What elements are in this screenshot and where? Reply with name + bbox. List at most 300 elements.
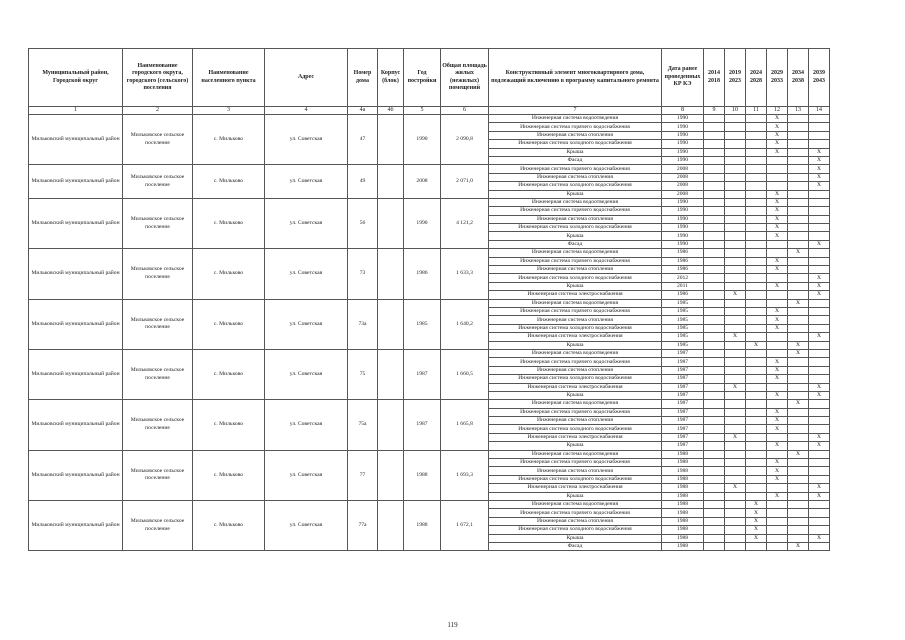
column-number: 1 [29,107,123,115]
period-mark-cell [704,266,725,274]
street-cell: ул. Советская [265,115,348,165]
period-mark-cell [725,391,746,399]
repair-date-cell: 1986 [662,249,704,257]
element-name-cell: Крыша [489,391,662,399]
table-row [29,198,830,206]
element-name-cell: Инженерная система отопления [489,316,662,324]
period-mark-cell [725,534,746,542]
column-header: Общая площадь жилых (нежилых) помещений [441,49,489,107]
period-mark-cell [746,131,767,139]
column-number: 4б [378,107,404,115]
period-mark-cell [767,341,788,349]
element-name-cell: Инженерная система водоотведения [489,115,662,123]
period-mark-cell [725,459,746,467]
period-mark-cell [704,282,725,290]
repair-date-cell: 1988 [662,450,704,458]
period-mark-cell [704,391,725,399]
period-mark-cell [704,366,725,374]
period-mark-cell [704,526,725,534]
period-mark-cell [767,156,788,164]
period-mark-cell [788,375,809,383]
period-mark-cell [746,182,767,190]
period-mark-cell [725,517,746,525]
period-mark-cell [746,123,767,131]
block-cell [378,400,404,450]
period-mark-cell [809,417,830,425]
period-mark-cell [788,215,809,223]
period-mark-cell [788,190,809,198]
period-mark-cell [767,526,788,534]
district-cell: Мильковский муниципальный район [29,165,123,199]
period-mark-cell [746,198,767,206]
period-mark-cell [809,509,830,517]
period-mark-cell [725,442,746,450]
locality-cell: с. Мильково [193,450,265,500]
period-mark-cell [788,383,809,391]
element-name-cell: Инженерная система отопления [489,366,662,374]
repair-date-cell: 1987 [662,366,704,374]
street-cell: ул. Советская [265,249,348,299]
period-mark-cell [746,324,767,332]
period-mark-cell [704,408,725,416]
period-mark-cell [788,484,809,492]
element-name-cell: Инженерная система холодного водоснабжения [489,475,662,483]
district-cell: Мильковский муниципальный район [29,500,123,550]
period-mark-cell [725,148,746,156]
area-cell: 2 071,0 [441,165,489,199]
column-number: 10 [725,107,746,115]
column-number: 6 [441,107,489,115]
period-mark-cell [788,324,809,332]
period-mark-cell [809,224,830,232]
period-mark-cell [788,291,809,299]
period-mark-cell [746,425,767,433]
column-number: 5 [404,107,441,115]
element-name-cell: Инженерная система холодного водоснабжения [489,182,662,190]
period-mark-cell [725,492,746,500]
period-mark-cell [788,358,809,366]
street-cell: ул. Советская [265,299,348,349]
period-mark-cell [767,274,788,282]
period-mark-cell: X [767,190,788,198]
period-mark-cell [788,492,809,500]
period-mark-cell [704,400,725,408]
period-mark-cell: X [767,492,788,500]
period-mark-cell: X [725,383,746,391]
period-mark-cell: X [725,484,746,492]
repair-date-cell: 1988 [662,526,704,534]
house-number-cell: 73 [348,249,378,299]
area-cell: 1 693,3 [441,450,489,500]
repair-date-cell: 1988 [662,517,704,525]
period-mark-cell [746,408,767,416]
build-year-cell: 1990 [404,115,441,165]
period-mark-cell [704,165,725,173]
period-mark-cell: X [746,500,767,508]
element-name-cell: Инженерная система холодного водоснабжения [489,375,662,383]
repair-date-cell: 1988 [662,542,704,550]
element-name-cell: Крыша [489,148,662,156]
period-mark-cell [809,375,830,383]
column-number: 3 [193,107,265,115]
element-name-cell: Инженерная система холодного водоснабжения [489,224,662,232]
period-mark-cell [788,433,809,441]
repair-date-cell: 1985 [662,333,704,341]
period-mark-cell [704,198,725,206]
block-cell [378,500,404,550]
period-mark-cell [704,240,725,248]
period-mark-cell [704,224,725,232]
locality-cell: с. Мильково [193,198,265,248]
period-mark-cell [788,509,809,517]
column-header: Номер дома [348,49,378,107]
house-number-cell: 75а [348,400,378,450]
period-mark-cell [746,375,767,383]
period-mark-cell [788,316,809,324]
repair-date-cell: 1985 [662,316,704,324]
period-mark-cell: X [809,156,830,164]
period-mark-cell [725,123,746,131]
period-mark-cell [746,391,767,399]
period-mark-cell: X [809,173,830,181]
element-name-cell: Инженерная система водоотведения [489,198,662,206]
element-name-cell: Инженерная система горячего водоснабжения [489,257,662,265]
settlement-cell: Мильковское сельское поселение [123,349,193,399]
settlement-cell: Мильковское сельское поселение [123,500,193,550]
column-header: Корпус (блок) [378,49,404,107]
period-mark-cell [746,148,767,156]
element-name-cell: Инженерная система отопления [489,467,662,475]
element-name-cell: Инженерная система отопления [489,173,662,181]
period-mark-cell [725,316,746,324]
period-mark-cell [746,383,767,391]
element-name-cell: Крыша [489,442,662,450]
period-mark-cell [788,148,809,156]
element-name-cell: Инженерная система горячего водоснабжения [489,207,662,215]
period-mark-cell: X [767,417,788,425]
period-mark-cell [788,417,809,425]
period-mark-cell [809,190,830,198]
period-mark-cell [788,459,809,467]
period-mark-cell [704,316,725,324]
element-name-cell: Инженерная система горячего водоснабжения [489,307,662,315]
locality-cell: с. Мильково [193,165,265,199]
period-mark-cell [767,450,788,458]
repair-date-cell: 1988 [662,534,704,542]
period-mark-cell: X [767,207,788,215]
column-header: 2039 2043 [809,49,830,107]
element-name-cell: Инженерная система электроснабжения [489,291,662,299]
period-mark-cell: X [767,358,788,366]
column-number: 8 [662,107,704,115]
element-name-cell: Инженерная система электроснабжения [489,383,662,391]
build-year-cell: 1986 [404,249,441,299]
period-mark-cell [809,207,830,215]
period-mark-cell [746,442,767,450]
element-name-cell: Крыша [489,232,662,240]
period-mark-cell [704,257,725,265]
period-mark-cell [704,433,725,441]
period-mark-cell [725,450,746,458]
element-name-cell: Инженерная система водоотведения [489,450,662,458]
period-mark-cell [746,266,767,274]
repair-date-cell: 1990 [662,198,704,206]
repair-date-cell: 1990 [662,156,704,164]
column-number-row [29,107,830,115]
element-name-cell: Инженерная система электроснабжения [489,433,662,441]
repair-date-cell: 1988 [662,492,704,500]
build-year-cell: 1988 [404,450,441,500]
period-mark-cell [725,500,746,508]
period-mark-cell [725,266,746,274]
block-cell [378,349,404,399]
period-mark-cell [788,517,809,525]
period-mark-cell [746,140,767,148]
period-mark-cell [725,408,746,416]
period-mark-cell [746,274,767,282]
period-mark-cell [746,333,767,341]
district-cell: Мильковский муниципальный район [29,198,123,248]
settlement-cell: Мильковское сельское поселение [123,249,193,299]
period-mark-cell [704,425,725,433]
period-mark-cell [725,115,746,123]
period-mark-cell [767,291,788,299]
area-cell: 1 640,2 [441,299,489,349]
period-mark-cell [809,542,830,550]
repair-date-cell: 1986 [662,266,704,274]
period-mark-cell [704,500,725,508]
period-mark-cell: X [767,198,788,206]
area-cell: 1 660,5 [441,349,489,399]
period-mark-cell [704,534,725,542]
period-mark-cell [788,534,809,542]
block-cell [378,249,404,299]
period-mark-cell [809,299,830,307]
column-number: 7 [489,107,662,115]
period-mark-cell [788,224,809,232]
header-row [29,49,830,107]
period-mark-cell: X [809,484,830,492]
build-year-cell: 2008 [404,165,441,199]
settlement-cell: Мильковское сельское поселение [123,450,193,500]
period-mark-cell [788,156,809,164]
period-mark-cell [788,115,809,123]
period-mark-cell: X [809,492,830,500]
period-mark-cell [704,417,725,425]
repair-date-cell: 1986 [662,257,704,265]
column-header: 2029 2033 [767,49,788,107]
period-mark-cell [767,517,788,525]
repair-date-cell: 1990 [662,215,704,223]
house-number-cell: 77а [348,500,378,550]
street-cell: ул. Советская [265,165,348,199]
period-mark-cell [746,307,767,315]
period-mark-cell [809,266,830,274]
period-mark-cell [767,433,788,441]
period-mark-cell [809,358,830,366]
repair-date-cell: 1988 [662,509,704,517]
period-mark-cell [704,123,725,131]
period-mark-cell [704,450,725,458]
period-mark-cell [704,232,725,240]
period-mark-cell [809,215,830,223]
period-mark-cell: X [767,459,788,467]
repair-date-cell: 2008 [662,165,704,173]
period-mark-cell: X [725,333,746,341]
period-mark-cell [704,131,725,139]
settlement-cell: Мильковское сельское поселение [123,400,193,450]
period-mark-cell [809,349,830,357]
period-mark-cell: X [809,534,830,542]
repair-date-cell: 1990 [662,140,704,148]
column-number: 4 [265,107,348,115]
period-mark-cell [767,333,788,341]
period-mark-cell [809,475,830,483]
document-sheet [28,48,830,551]
period-mark-cell [788,140,809,148]
period-mark-cell: X [746,526,767,534]
period-mark-cell [746,232,767,240]
period-mark-cell: X [788,249,809,257]
build-year-cell: 1990 [404,198,441,248]
repair-date-cell: 1990 [662,115,704,123]
repair-date-cell: 1987 [662,358,704,366]
district-cell: Мильковский муниципальный район [29,400,123,450]
period-mark-cell: X [746,534,767,542]
column-header: 2019 2023 [725,49,746,107]
period-mark-cell [725,324,746,332]
element-name-cell: Инженерная система водоотведения [489,500,662,508]
street-cell: ул. Советская [265,450,348,500]
element-name-cell: Инженерная система горячего водоснабжения [489,408,662,416]
period-mark-cell [788,408,809,416]
period-mark-cell [725,257,746,265]
period-mark-cell [725,274,746,282]
period-mark-cell [788,307,809,315]
repair-date-cell: 1985 [662,341,704,349]
period-mark-cell [788,282,809,290]
period-mark-cell: X [767,215,788,223]
district-cell: Мильковский муниципальный район [29,349,123,399]
period-mark-cell [725,198,746,206]
block-cell [378,299,404,349]
element-name-cell: Инженерная система водоотведения [489,249,662,257]
period-mark-cell: X [809,442,830,450]
column-number: 11 [746,107,767,115]
period-mark-cell: X [725,433,746,441]
element-name-cell: Инженерная система горячего водоснабжения [489,459,662,467]
period-mark-cell: X [767,257,788,265]
table-row [29,400,830,408]
district-cell: Мильковский муниципальный район [29,249,123,299]
period-mark-cell [788,123,809,131]
period-mark-cell: X [767,140,788,148]
repair-date-cell: 1990 [662,224,704,232]
period-mark-cell [767,484,788,492]
repair-date-cell: 1987 [662,433,704,441]
settlement-cell: Мильковское сельское поселение [123,165,193,199]
period-mark-cell [788,475,809,483]
period-mark-cell [809,467,830,475]
period-mark-cell [725,215,746,223]
locality-cell: с. Мильково [193,500,265,550]
area-cell: 2 090,8 [441,115,489,165]
repair-date-cell: 1987 [662,391,704,399]
period-mark-cell [725,156,746,164]
column-number: 13 [788,107,809,115]
period-mark-cell [725,341,746,349]
period-mark-cell [725,417,746,425]
period-mark-cell: X [767,266,788,274]
period-mark-cell [704,542,725,550]
repair-date-cell: 1985 [662,299,704,307]
build-year-cell: 1985 [404,299,441,349]
column-header: Конструктивный элемент многоквартирного дома, подлежащий включению в программу капитального ремонта [489,49,662,107]
table-row [29,450,830,458]
period-mark-cell [767,173,788,181]
period-mark-cell [704,492,725,500]
period-mark-cell [746,484,767,492]
period-mark-cell: X [809,148,830,156]
period-mark-cell [746,400,767,408]
column-header: 2024 2028 [746,49,767,107]
period-mark-cell [746,173,767,181]
block-cell [378,165,404,199]
repair-date-cell: 2008 [662,182,704,190]
period-mark-cell: X [809,433,830,441]
column-number: 9 [704,107,725,115]
block-cell [378,450,404,500]
period-mark-cell [809,500,830,508]
period-mark-cell: X [767,232,788,240]
period-mark-cell [767,299,788,307]
table-row [29,500,830,508]
locality-cell: с. Мильково [193,299,265,349]
repair-date-cell: 1987 [662,442,704,450]
period-mark-cell [788,198,809,206]
period-mark-cell [704,358,725,366]
repair-date-cell: 1988 [662,475,704,483]
table-row [29,165,830,173]
period-mark-cell [725,349,746,357]
period-mark-cell [725,542,746,550]
period-mark-cell: X [767,148,788,156]
period-mark-cell [788,391,809,399]
period-mark-cell [746,450,767,458]
element-name-cell: Фасад [489,542,662,550]
period-mark-cell: X [767,391,788,399]
element-name-cell: Инженерная система горячего водоснабжения [489,123,662,131]
period-mark-cell [704,115,725,123]
period-mark-cell [725,282,746,290]
period-mark-cell: X [767,366,788,374]
repair-date-cell: 2008 [662,173,704,181]
column-header: Муниципальный район, Городской округ [29,49,123,107]
period-mark-cell [788,467,809,475]
period-mark-cell [746,215,767,223]
element-name-cell: Инженерная система холодного водоснабжения [489,324,662,332]
period-mark-cell [725,509,746,517]
repair-date-cell: 1988 [662,467,704,475]
settlement-cell: Мильковское сельское поселение [123,115,193,165]
element-name-cell: Инженерная система горячего водоснабжения [489,165,662,173]
period-mark-cell: X [746,509,767,517]
period-mark-cell [746,115,767,123]
period-mark-cell [746,417,767,425]
table-row [29,299,830,307]
period-mark-cell [725,249,746,257]
period-mark-cell [809,131,830,139]
